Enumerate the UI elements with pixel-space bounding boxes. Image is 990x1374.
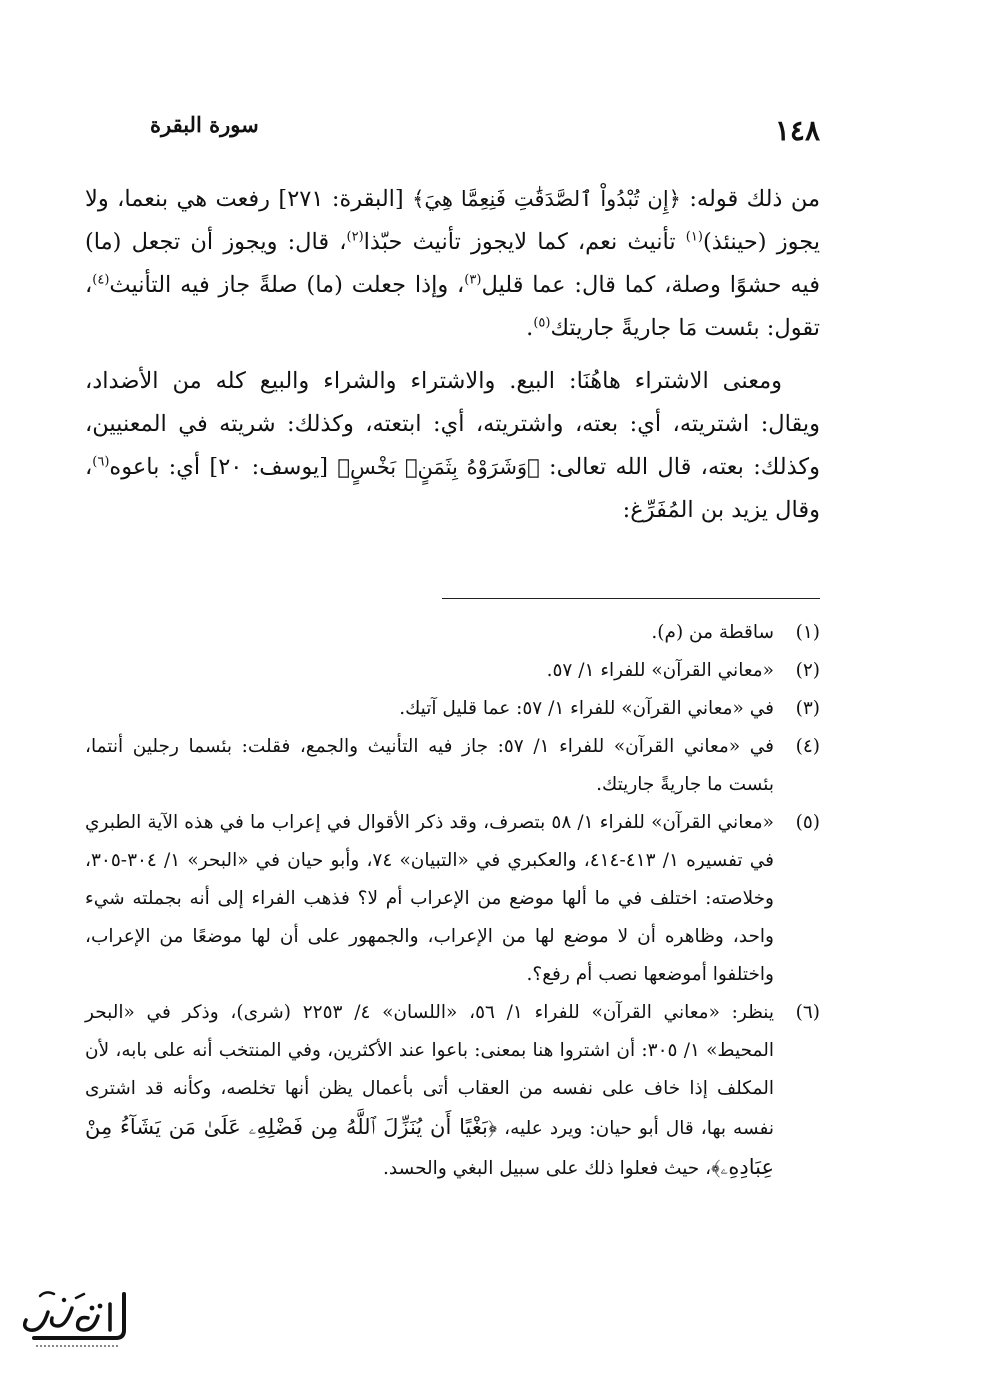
footnote-ref: (٤) (92, 272, 110, 288)
text-run: [البقرة: ٢٧١] رفعت هي بنعما، ولا يجوز (حينئذ) (85, 186, 820, 255)
footnote-text: «معاني القرآن» للفراء ١/ ٥٨ بتصرف، وقد ذكر الأقوال في إعراب ما في هذه الآية الطبري في تفسيره ١/ ٤١٣-٤١٤، والعكبري في «التبيان» ٧٤، وأبو حيان في «البحر» ١/ ٣٠٤-٣٠٥، وخلاصته: اختلف في ما ألها موضع من الإعراب أم لا؟ فذهب الفراء إلى أنه بجملته شيء واحد، وظاهره أن لا موضع لها من الإعراب، والجمهور على أن لها موضعًا من الإعراب، واختلفوا أموضعها نصب أم رفع؟. (85, 812, 774, 985)
footnote-number: (٢) (795, 660, 820, 681)
footnote-1 (85, 614, 820, 652)
footnote-4 (85, 728, 820, 804)
paragraph-1 (85, 178, 820, 350)
footnote-3 (85, 690, 820, 728)
footnote-number: (٥) (795, 812, 820, 833)
text-run: تأنيث نعم، كما لايجوز تأنيث حبّذا (363, 229, 686, 255)
footnote-text: في «معاني القرآن» للفراء ١/ ٥٧: عما قليل آتيك. (399, 698, 774, 719)
footnote-text: ساقطة من (م). (651, 622, 774, 643)
footnote-number: (٦) (795, 1002, 820, 1023)
text-run: ، تقول: بئست مَا جاريةً جاريتك (85, 272, 820, 341)
footnote-ref: (٣) (464, 272, 482, 288)
text-run: ، وقال يزيد بن المُفَرِّغ: (85, 454, 820, 523)
footnote-text: «معاني القرآن» للفراء ١/ ٥٧. (546, 660, 774, 681)
footnote-number: (٣) (795, 698, 820, 719)
footnote-ref: (٦) (92, 454, 110, 470)
paragraph-2 (85, 360, 820, 532)
main-text (85, 178, 820, 532)
text-run: . (526, 315, 534, 341)
quran-verse: ﴿إِن تُبْدُواْ ٱلصَّدَقَٰتِ فَنِعِمَّا هِيَ﴾ (412, 187, 681, 211)
page-number: ١٤٨ (774, 114, 820, 147)
footnote-ref: (١) (685, 229, 703, 245)
footnote-text: في «معاني القرآن» للفراء ١/ ٥٧: جاز فيه التأنيث والجمع، فقلت: بئسما رجلين أنتما، بئست ما جاريةً جاريتك. (85, 736, 774, 795)
footnote-divider (442, 598, 820, 599)
footnotes (85, 614, 820, 1188)
footnote-ref: (٢) (346, 229, 364, 245)
text-run: ، وإذا جعلت (ما) صلةً جاز فيه التأنيث (109, 272, 465, 298)
publisher-logo (14, 1286, 138, 1352)
footnote-text: ينظر: «معاني القرآن» للفراء ١/ ٥٦، «اللسان» ٤/ ٢٢٥٣ (شرى)، وذكر في «البحر المحيط» ١/ ٣٠٥: أن اشتروا هنا بمعنى: باعوا عند الأكثرين، وفي المنتخب أنه على بابه، لأن المكلف إذا خاف على نفسه من العقاب أتى بأعمال يظن أنها تخلصه، وكأنه قد اشترى نفسه بها، قال أبو حيان: ويرد عليه، (85, 1002, 774, 1139)
quran-verse: ﴿وَشَرَوْهُ بِثَمَنٍۭ بَخْسٍ﴾ (337, 455, 540, 479)
footnote-text: ، حيث فعلوا ذلك على سبيل البغي والحسد. (383, 1158, 712, 1179)
footnote-2 (85, 652, 820, 690)
footnote-5 (85, 804, 820, 994)
footnote-6 (85, 994, 820, 1188)
text-run: [يوسف: ٢٠] أي: باعوه (109, 454, 338, 480)
footnote-number: (٤) (795, 736, 820, 757)
quran-verse: ﴿بَغْيًا أَن يُنَزِّلَ ٱللَّهُ مِن فَضْلِهِۦ عَلَىٰ مَن يَشَآءُ مِنْ عِبَادِهِۦ﴾ (85, 1115, 774, 1179)
text-run: ، قال: ويجوز أن تجعل (ما) فيه حشوًا وصلة، كما قال: عما قليل (85, 229, 820, 298)
page-header (150, 108, 820, 148)
surah-title: سورة البقرة (150, 112, 259, 137)
text-run: ومعنى الاشتراء هاهُنَا: البيع. والاشتراء والشراء والبيع كله من الأضداد، ويقال: اشتريته، أي: بعته، واشتريته، أي: ابتعته، وكذلك: شريته في المعنيين، وكذلك: بعته، قال الله تعالى: (85, 368, 820, 480)
text-run: من ذلك قوله: (680, 186, 820, 212)
footnote-ref: (٥) (533, 315, 551, 331)
footnote-number: (١) (795, 622, 820, 643)
